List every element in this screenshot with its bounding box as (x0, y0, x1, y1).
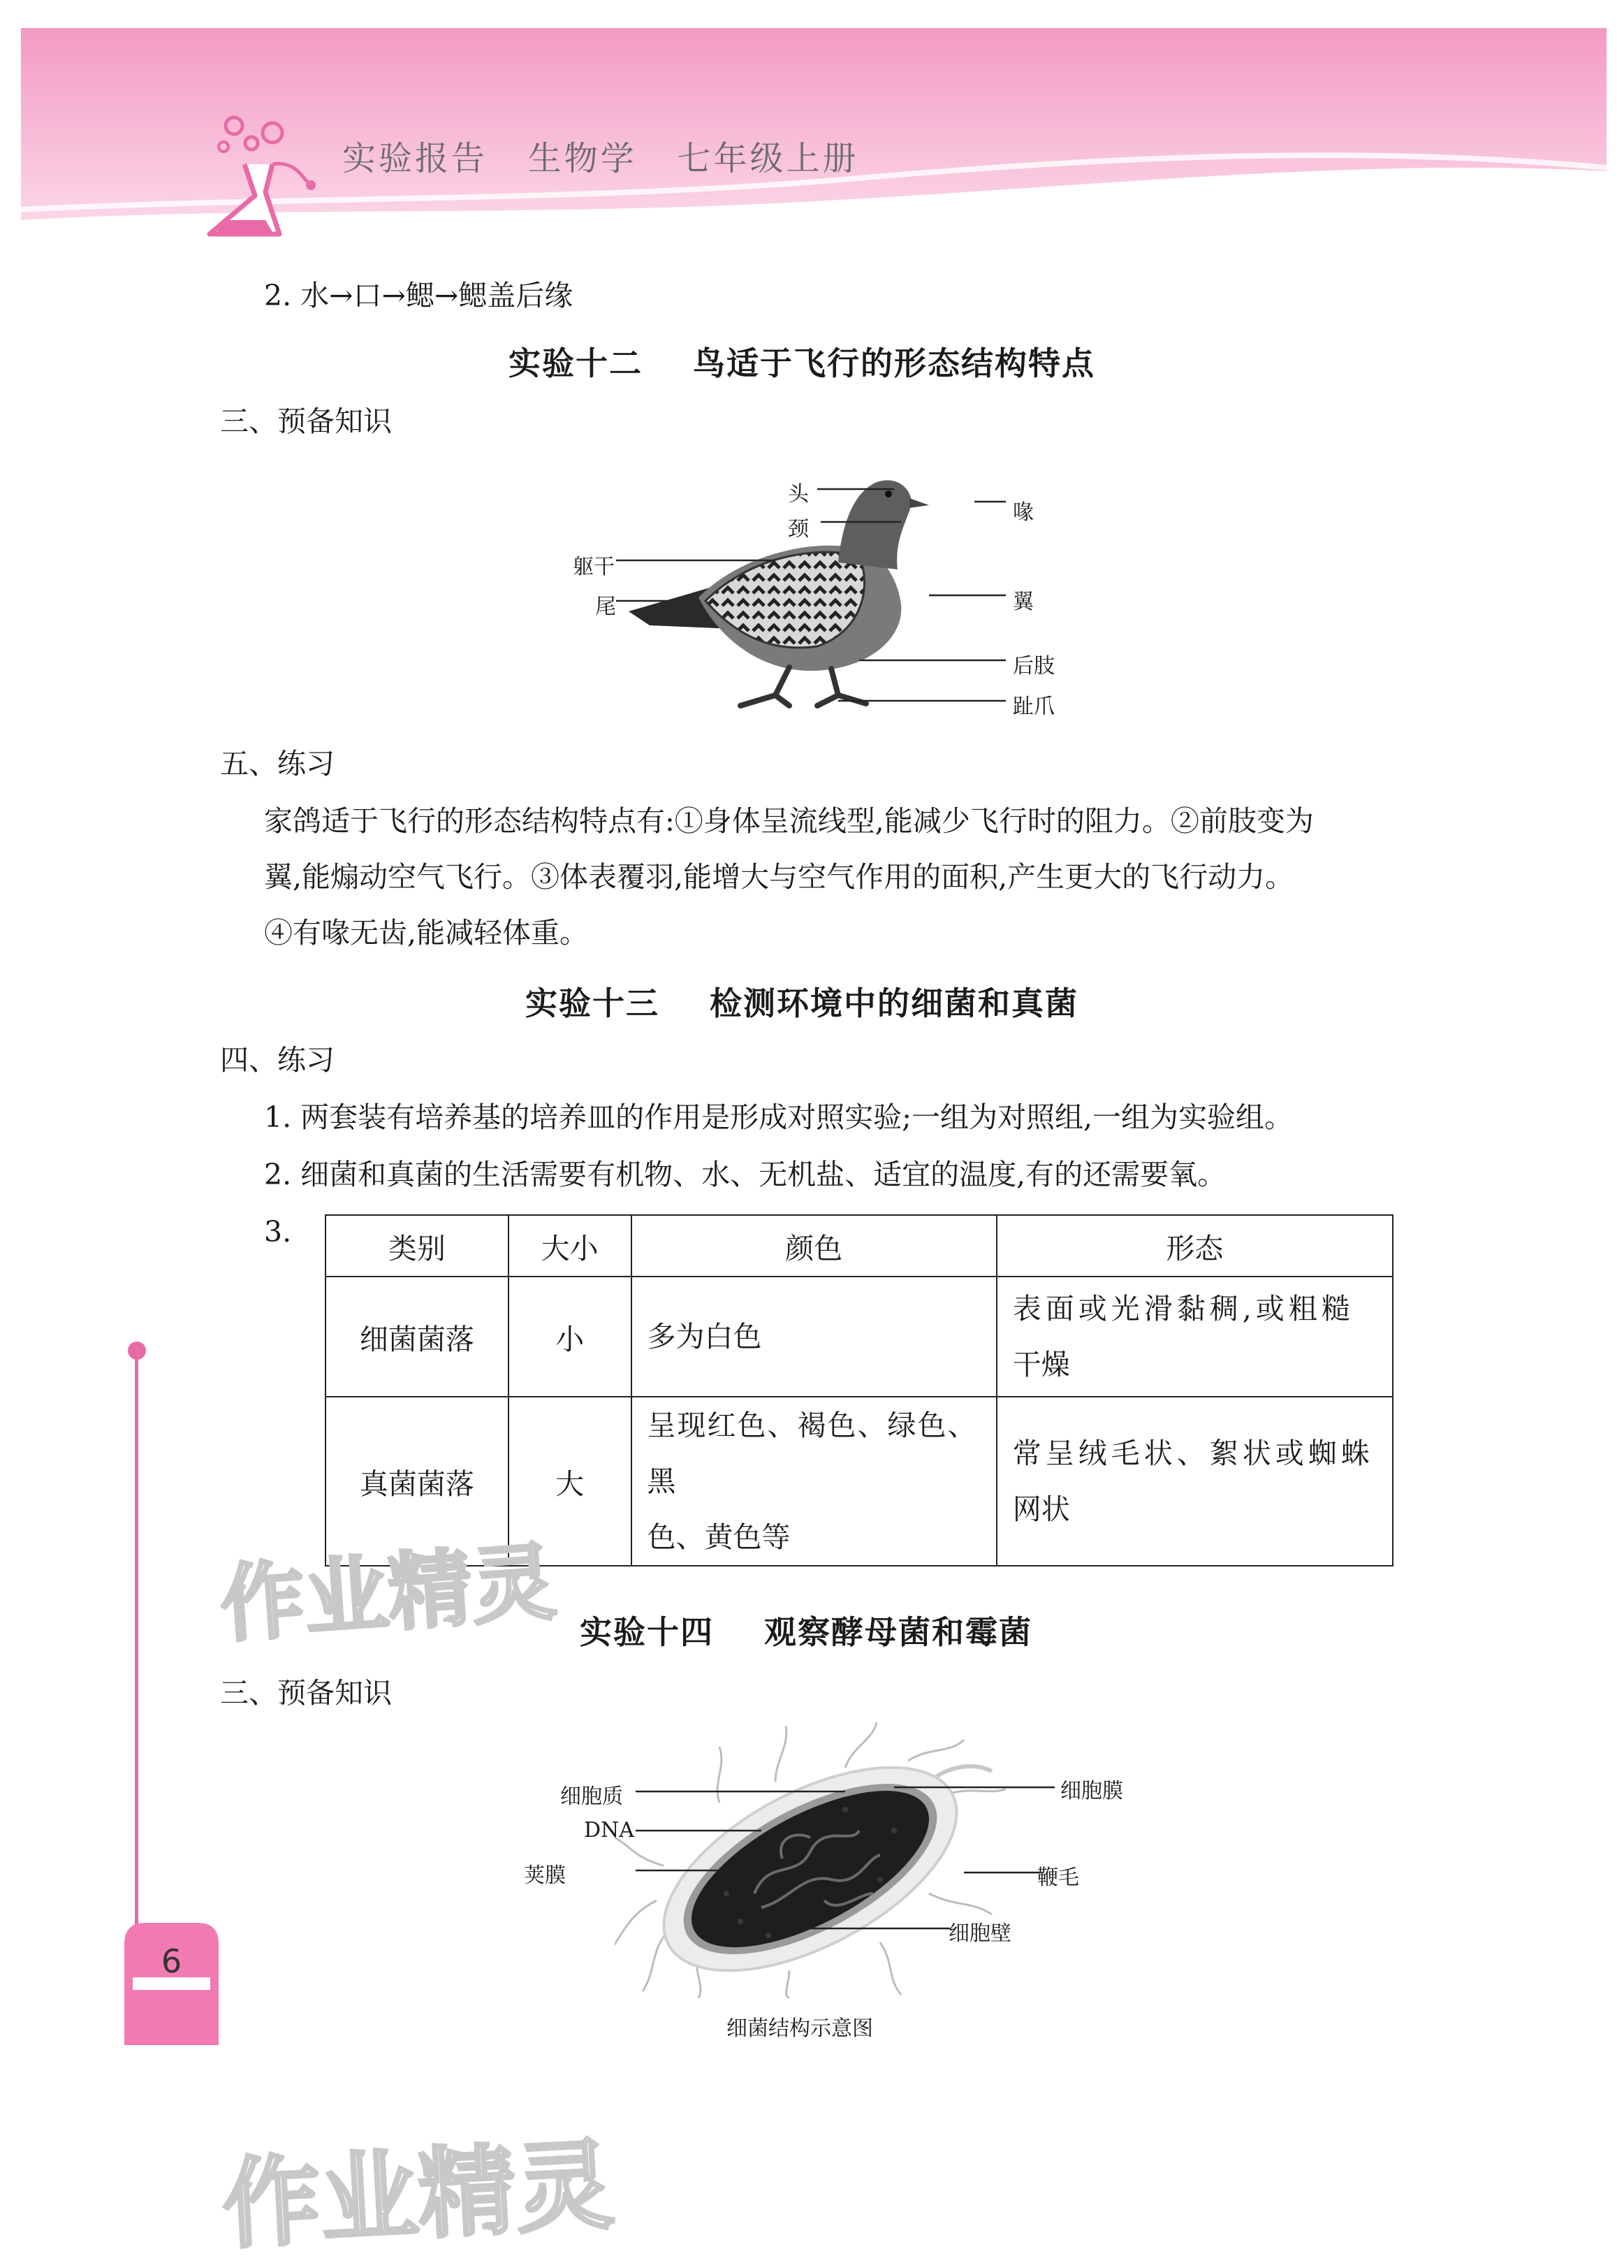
bacteria-label-membrane: 细胞膜 (1060, 1779, 1123, 1803)
practice-line-2: 翼,能煽动空气飞行。③体表覆羽,能增大与空气作用的面积,产生更大的飞行动力。 (264, 860, 1294, 894)
pigeon-label-hindlimb: 后肢 (1013, 654, 1055, 678)
table-cell: 大 (509, 1397, 631, 1566)
pigeon-label-head: 头 (788, 482, 809, 507)
practice-line-1: 家鸽适于飞行的形态结构特点有:①身体呈流线型,能减少飞行时的阻力。②前肢变为 (264, 804, 1314, 838)
table-cell-line: 干燥 (1012, 1348, 1070, 1381)
watermark-upper: 作业精灵 (217, 1534, 559, 1655)
bacteria-label-wall: 细胞壁 (949, 1921, 1011, 1946)
table-cell (997, 1397, 1393, 1566)
pigeon-label-trunk: 躯干 (573, 555, 615, 579)
pigeon-label-tail: 尾 (595, 595, 616, 619)
table-cell: 真菌菌落 (325, 1397, 509, 1566)
exp12-section-5: 五、练习 (220, 747, 335, 780)
answer-item-2: 2. 水→口→鳃→鳃盖后缘 (264, 279, 573, 312)
table-header-cell: 颜色 (631, 1215, 997, 1277)
exp12-section-3: 三、预备知识 (220, 405, 392, 438)
bacteria-caption: 细菌结构示意图 (726, 2016, 873, 2041)
exp13-item-2: 2. 细菌和真菌的生活需要有机物、水、无机盐、适宜的温度,有的还需要氧。 (264, 1158, 1227, 1191)
pigeon-label-claw: 趾爪 (1013, 695, 1055, 719)
colony-comparison-table (325, 1214, 1393, 1566)
pigeon-label-wing: 翼 (1013, 590, 1034, 614)
table-cell: 多为白色 (631, 1277, 997, 1397)
exp13-item-3-number: 3. (264, 1215, 292, 1249)
table-header-cell: 类别 (325, 1215, 509, 1277)
exp13-item-1: 1. 两套装有培养基的培养皿的作用是形成对照实验;一组为对照组,一组为实验组。 (264, 1100, 1293, 1134)
exp14-section-3: 三、预备知识 (220, 1676, 392, 1710)
pigeon-label-neck: 颈 (788, 517, 809, 541)
table-row (325, 1277, 1393, 1397)
table-header-cell: 大小 (509, 1215, 631, 1277)
bacteria-label-flagellum: 鞭毛 (1037, 1866, 1079, 1890)
table-cell: 细菌菌落 (325, 1277, 509, 1397)
header-title: 实验报告 生物学 七年级上册 (342, 139, 859, 178)
table-cell-line: 表面或光滑黏稠,或粗糙 (1012, 1292, 1354, 1325)
page-number-tab (124, 1923, 219, 2045)
table-cell-line: 呈现红色、褐色、绿色、黑 (647, 1409, 978, 1498)
exp14-title: 实验十四 观察酵母菌和霉菌 (580, 1613, 1033, 1651)
page-number: 6 (161, 1942, 182, 1980)
pigeon-leader-lines (601, 468, 1034, 720)
table-header-cell: 形态 (997, 1215, 1393, 1277)
exp13-section-4: 四、练习 (220, 1043, 335, 1077)
table-cell (631, 1397, 997, 1566)
bacteria-label-dna: DNA (584, 1818, 634, 1842)
table-cell: 小 (509, 1277, 631, 1397)
pigeon-label-beak: 喙 (1013, 500, 1034, 525)
exp12-title: 实验十二 鸟适于飞行的形态结构特点 (509, 344, 1096, 382)
flask-logo-icon (196, 105, 328, 245)
bacteria-label-capsule: 荚膜 (524, 1863, 566, 1888)
table-cell-line: 网状 (1012, 1492, 1070, 1526)
table-header-row (325, 1215, 1393, 1277)
practice-line-3: ④有喙无齿,能减轻体重。 (264, 916, 589, 950)
table-cell (997, 1277, 1393, 1397)
watermark-lower: 作业精灵 (219, 2128, 617, 2263)
bacteria-label-cytoplasm: 细胞质 (560, 1784, 623, 1809)
margin-rule (135, 1355, 138, 1928)
table-cell-line: 常呈绒毛状、絮状或蜘蛛 (1012, 1437, 1374, 1470)
exp13-title: 实验十三 检测环境中的细菌和真菌 (525, 984, 1079, 1022)
table-cell-line: 色、黄色等 (647, 1520, 791, 1554)
